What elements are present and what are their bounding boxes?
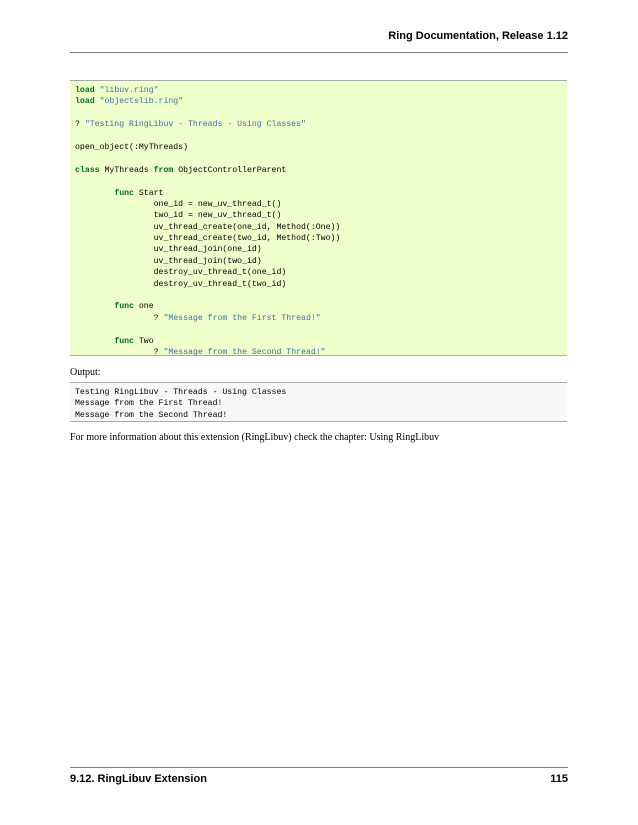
code-line (75, 256, 562, 267)
code-string: "Message from the First Thread!" (163, 313, 321, 323)
code-line (75, 210, 562, 221)
output-line: Testing RingLibuv - Threads - Using Classes (75, 388, 287, 397)
code-line (75, 267, 562, 278)
code-text: two_id = new_uv_thread_t() (75, 211, 282, 221)
code-text: ObjectControllerParent (173, 165, 287, 175)
code-line (75, 336, 562, 347)
code-line (75, 244, 562, 255)
info-paragraph: For more information about this extension (RingLibuv) check the chapter: Using RingLibuv (70, 432, 440, 443)
code-text: uv_thread_join(two_id) (75, 256, 262, 266)
code-line (75, 199, 562, 210)
code-text: uv_thread_create(one_id, Method(:One)) (75, 222, 341, 232)
page-footer (70, 767, 568, 788)
code-keyword: from (153, 165, 174, 175)
code-text: open_object(:MyThreads) (75, 142, 189, 152)
output-label: Output: (70, 367, 101, 378)
code-line (75, 165, 562, 176)
output-line: Message from the First Thread! (75, 399, 223, 409)
code-keyword: class (75, 165, 100, 175)
code-line (75, 301, 562, 312)
code-line (75, 119, 562, 130)
code-text: destroy_uv_thread_t(two_id) (75, 279, 287, 289)
code-text: ? (75, 313, 164, 323)
code-text: MyThreads (99, 165, 154, 175)
code-string: "Message from the Second Thread!" (163, 347, 326, 357)
code-line (75, 176, 562, 187)
code-line (75, 324, 562, 335)
code-keyword: func (114, 188, 134, 198)
code-line (75, 188, 562, 199)
code-text: Start (133, 188, 164, 198)
output-block (70, 382, 567, 422)
code-line (75, 96, 562, 107)
code-listing (70, 80, 567, 356)
code-string: "libuv.ring" (99, 86, 159, 95)
code-string: "Testing RingLibuv - Threads - Using Classes" (84, 120, 306, 130)
code-line (75, 153, 562, 164)
code-line (75, 279, 562, 290)
code-keyword: load (75, 86, 95, 95)
code-string: "objectslib.ring" (99, 97, 184, 107)
code-text: one_id = new_uv_thread_t() (75, 199, 282, 209)
code-text (75, 189, 114, 198)
code-text: uv_thread_create(two_id, Method(:Two)) (75, 234, 341, 244)
code-line (75, 222, 562, 233)
page-header (70, 28, 568, 53)
code-line (75, 131, 562, 142)
code-text: uv_thread_join(one_id) (75, 245, 262, 255)
code-line (75, 233, 562, 244)
code-text: one (133, 302, 154, 312)
code-keyword: func (114, 336, 134, 346)
page-number: 115 (550, 773, 568, 785)
output-line: Message from the Second Thread! (75, 410, 228, 420)
code-keyword: func (114, 302, 134, 312)
code-line (75, 85, 562, 96)
code-line (75, 347, 562, 358)
code-line (75, 313, 562, 324)
code-text: Two (133, 336, 154, 346)
code-line (75, 142, 562, 153)
code-line (75, 108, 562, 119)
code-line (75, 290, 562, 301)
code-text (75, 302, 114, 311)
code-text (75, 337, 114, 346)
section-title: 9.12. RingLibuv Extension (70, 773, 207, 785)
code-text: destroy_uv_thread_t(one_id) (75, 268, 287, 278)
document-title: Ring Documentation, Release 1.12 (388, 30, 568, 42)
code-text: ? (75, 347, 164, 357)
code-text: ? (75, 120, 85, 130)
code-keyword: load (75, 97, 95, 107)
